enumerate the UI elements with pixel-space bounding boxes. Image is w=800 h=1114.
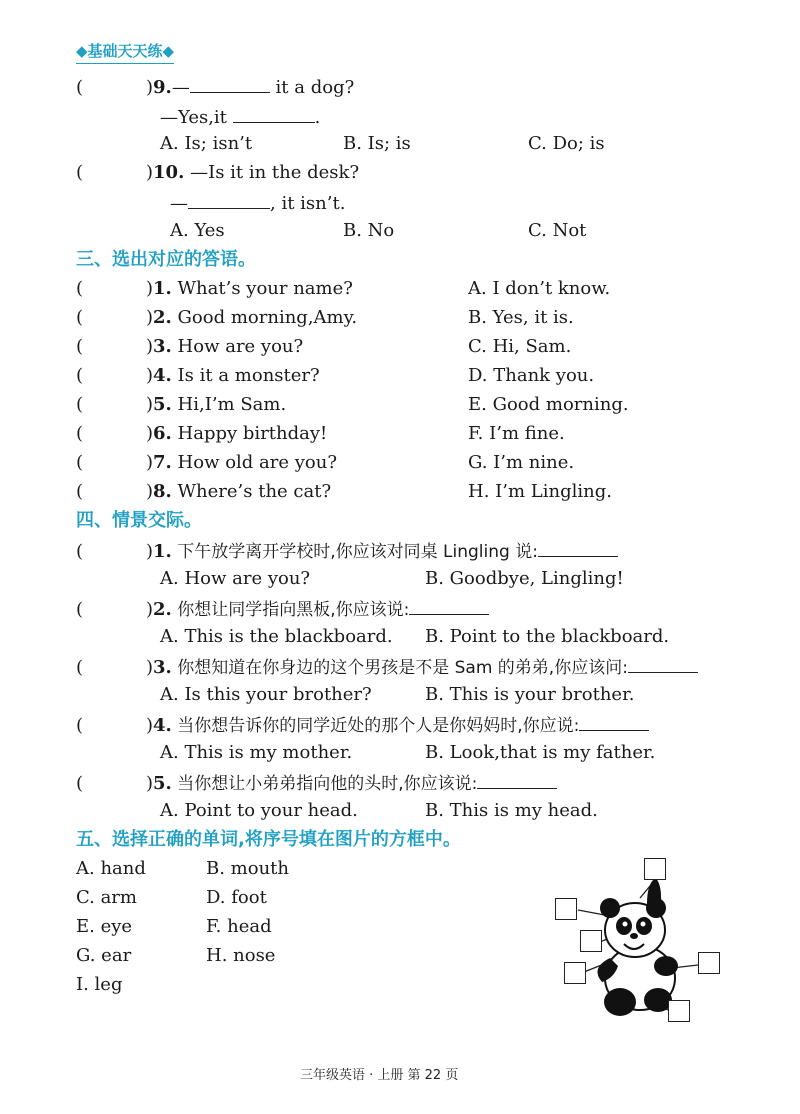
answer-box[interactable]: [580, 930, 602, 952]
word-e: E. eye: [76, 916, 133, 937]
q9-option-b: B. Is; is: [343, 133, 411, 154]
scenario-5-option-b: B. This is my head.: [425, 800, 598, 821]
scenario-2-option-a: A. This is the blackboard.: [160, 626, 393, 647]
answer-box[interactable]: [564, 962, 586, 984]
match-answer-h: H. I’m Lingling.: [468, 481, 612, 502]
section-tag: ◆基础天天练◆: [76, 40, 174, 64]
answer-blank[interactable]: [538, 538, 618, 557]
question-number: 10.: [153, 162, 185, 183]
answer-box[interactable]: [555, 898, 577, 920]
section-title-5: 五、选择正确的单词,将序号填在图片的方框中。: [76, 829, 461, 850]
scenario-3: ( )3. 你想知道在你身边的这个男孩是不是 Sam 的弟弟,你应该问:: [76, 654, 698, 680]
panda-illustration: [540, 850, 740, 1040]
word-d: D. foot: [206, 887, 267, 908]
answer-blank[interactable]: [190, 74, 270, 93]
answer-blank[interactable]: [409, 596, 489, 615]
q9-option-a: A. Is; isn’t: [160, 133, 253, 154]
scenario-5-option-a: A. Point to your head.: [160, 800, 358, 821]
scenario-5: ( )5. 当你想让小弟弟指向他的头时,你应该说:: [76, 770, 557, 796]
match-answer-a: A. I don’t know.: [468, 278, 611, 299]
scenario-1-option-b: B. Goodbye, Lingling!: [425, 568, 624, 589]
match-row-5: ( )5. Hi,I’m Sam.: [76, 394, 287, 415]
match-answer-d: D. Thank you.: [468, 365, 595, 386]
answer-box[interactable]: [644, 858, 666, 880]
match-answer-f: F. I’m fine.: [468, 423, 565, 444]
word-g: G. ear: [76, 945, 132, 966]
q10-option-c: C. Not: [528, 220, 587, 241]
answer-blank[interactable]: [477, 770, 557, 789]
match-answer-c: C. Hi, Sam.: [468, 336, 572, 357]
match-row-2: ( )2. Good morning,Amy.: [76, 307, 358, 328]
question-10: ( )10. —Is it in the desk?: [76, 162, 360, 183]
section-title-3: 三、选出对应的答语。: [76, 249, 256, 270]
match-answer-b: B. Yes, it is.: [468, 307, 574, 328]
scenario-2: ( )2. 你想让同学指向黑板,你应该说:: [76, 596, 489, 622]
scenario-1: ( )1. 下午放学离开学校时,你应该对同桌 Lingling 说:: [76, 538, 618, 564]
scenario-3-option-a: A. Is this your brother?: [160, 684, 372, 705]
question-number: 9.: [153, 77, 172, 98]
scenario-4-option-b: B. Look,that is my father.: [425, 742, 656, 763]
answer-box[interactable]: [698, 952, 720, 974]
q10-option-b: B. No: [343, 220, 395, 241]
section-title-4: 四、情景交际。: [76, 510, 202, 531]
word-h: H. nose: [206, 945, 276, 966]
word-f: F. head: [206, 916, 272, 937]
match-row-6: ( )6. Happy birthday!: [76, 423, 328, 444]
answer-box[interactable]: [668, 1000, 690, 1022]
match-answer-g: G. I’m nine.: [468, 452, 575, 473]
match-row-3: ( )3. How are you?: [76, 336, 304, 357]
scenario-1-option-a: A. How are you?: [160, 568, 311, 589]
answer-blank[interactable]: [233, 104, 315, 123]
scenario-2-option-b: B. Point to the blackboard.: [425, 626, 670, 647]
word-b: B. mouth: [206, 858, 289, 879]
match-row-4: ( )4. Is it a monster?: [76, 365, 320, 386]
page-footer: 三年级英语 · 上册 第 22 页: [300, 1068, 459, 1083]
question-9: ( )9.— it a dog?: [76, 74, 354, 100]
question-10-response: — , it isn’t.: [170, 190, 345, 216]
match-answer-e: E. Good morning.: [468, 394, 629, 415]
match-row-8: ( )8. Where’s the cat?: [76, 481, 332, 502]
answer-blank[interactable]: [188, 190, 270, 209]
word-i: I. leg: [76, 974, 123, 995]
answer-blank[interactable]: [579, 712, 649, 731]
scenario-4: ( )4. 当你想告诉你的同学近处的那个人是你妈妈时,你应说:: [76, 712, 649, 738]
scenario-4-option-a: A. This is my mother.: [160, 742, 353, 763]
q9-option-c: C. Do; is: [528, 133, 605, 154]
word-a: A. hand: [76, 858, 146, 879]
match-row-7: ( )7. How old are you?: [76, 452, 338, 473]
scenario-3-option-b: B. This is your brother.: [425, 684, 635, 705]
answer-blank[interactable]: [628, 654, 698, 673]
question-9-response: —Yes,it .: [160, 104, 320, 130]
q10-option-a: A. Yes: [170, 220, 225, 241]
word-c: C. arm: [76, 887, 137, 908]
match-row-1: ( )1. What’s your name?: [76, 278, 353, 299]
